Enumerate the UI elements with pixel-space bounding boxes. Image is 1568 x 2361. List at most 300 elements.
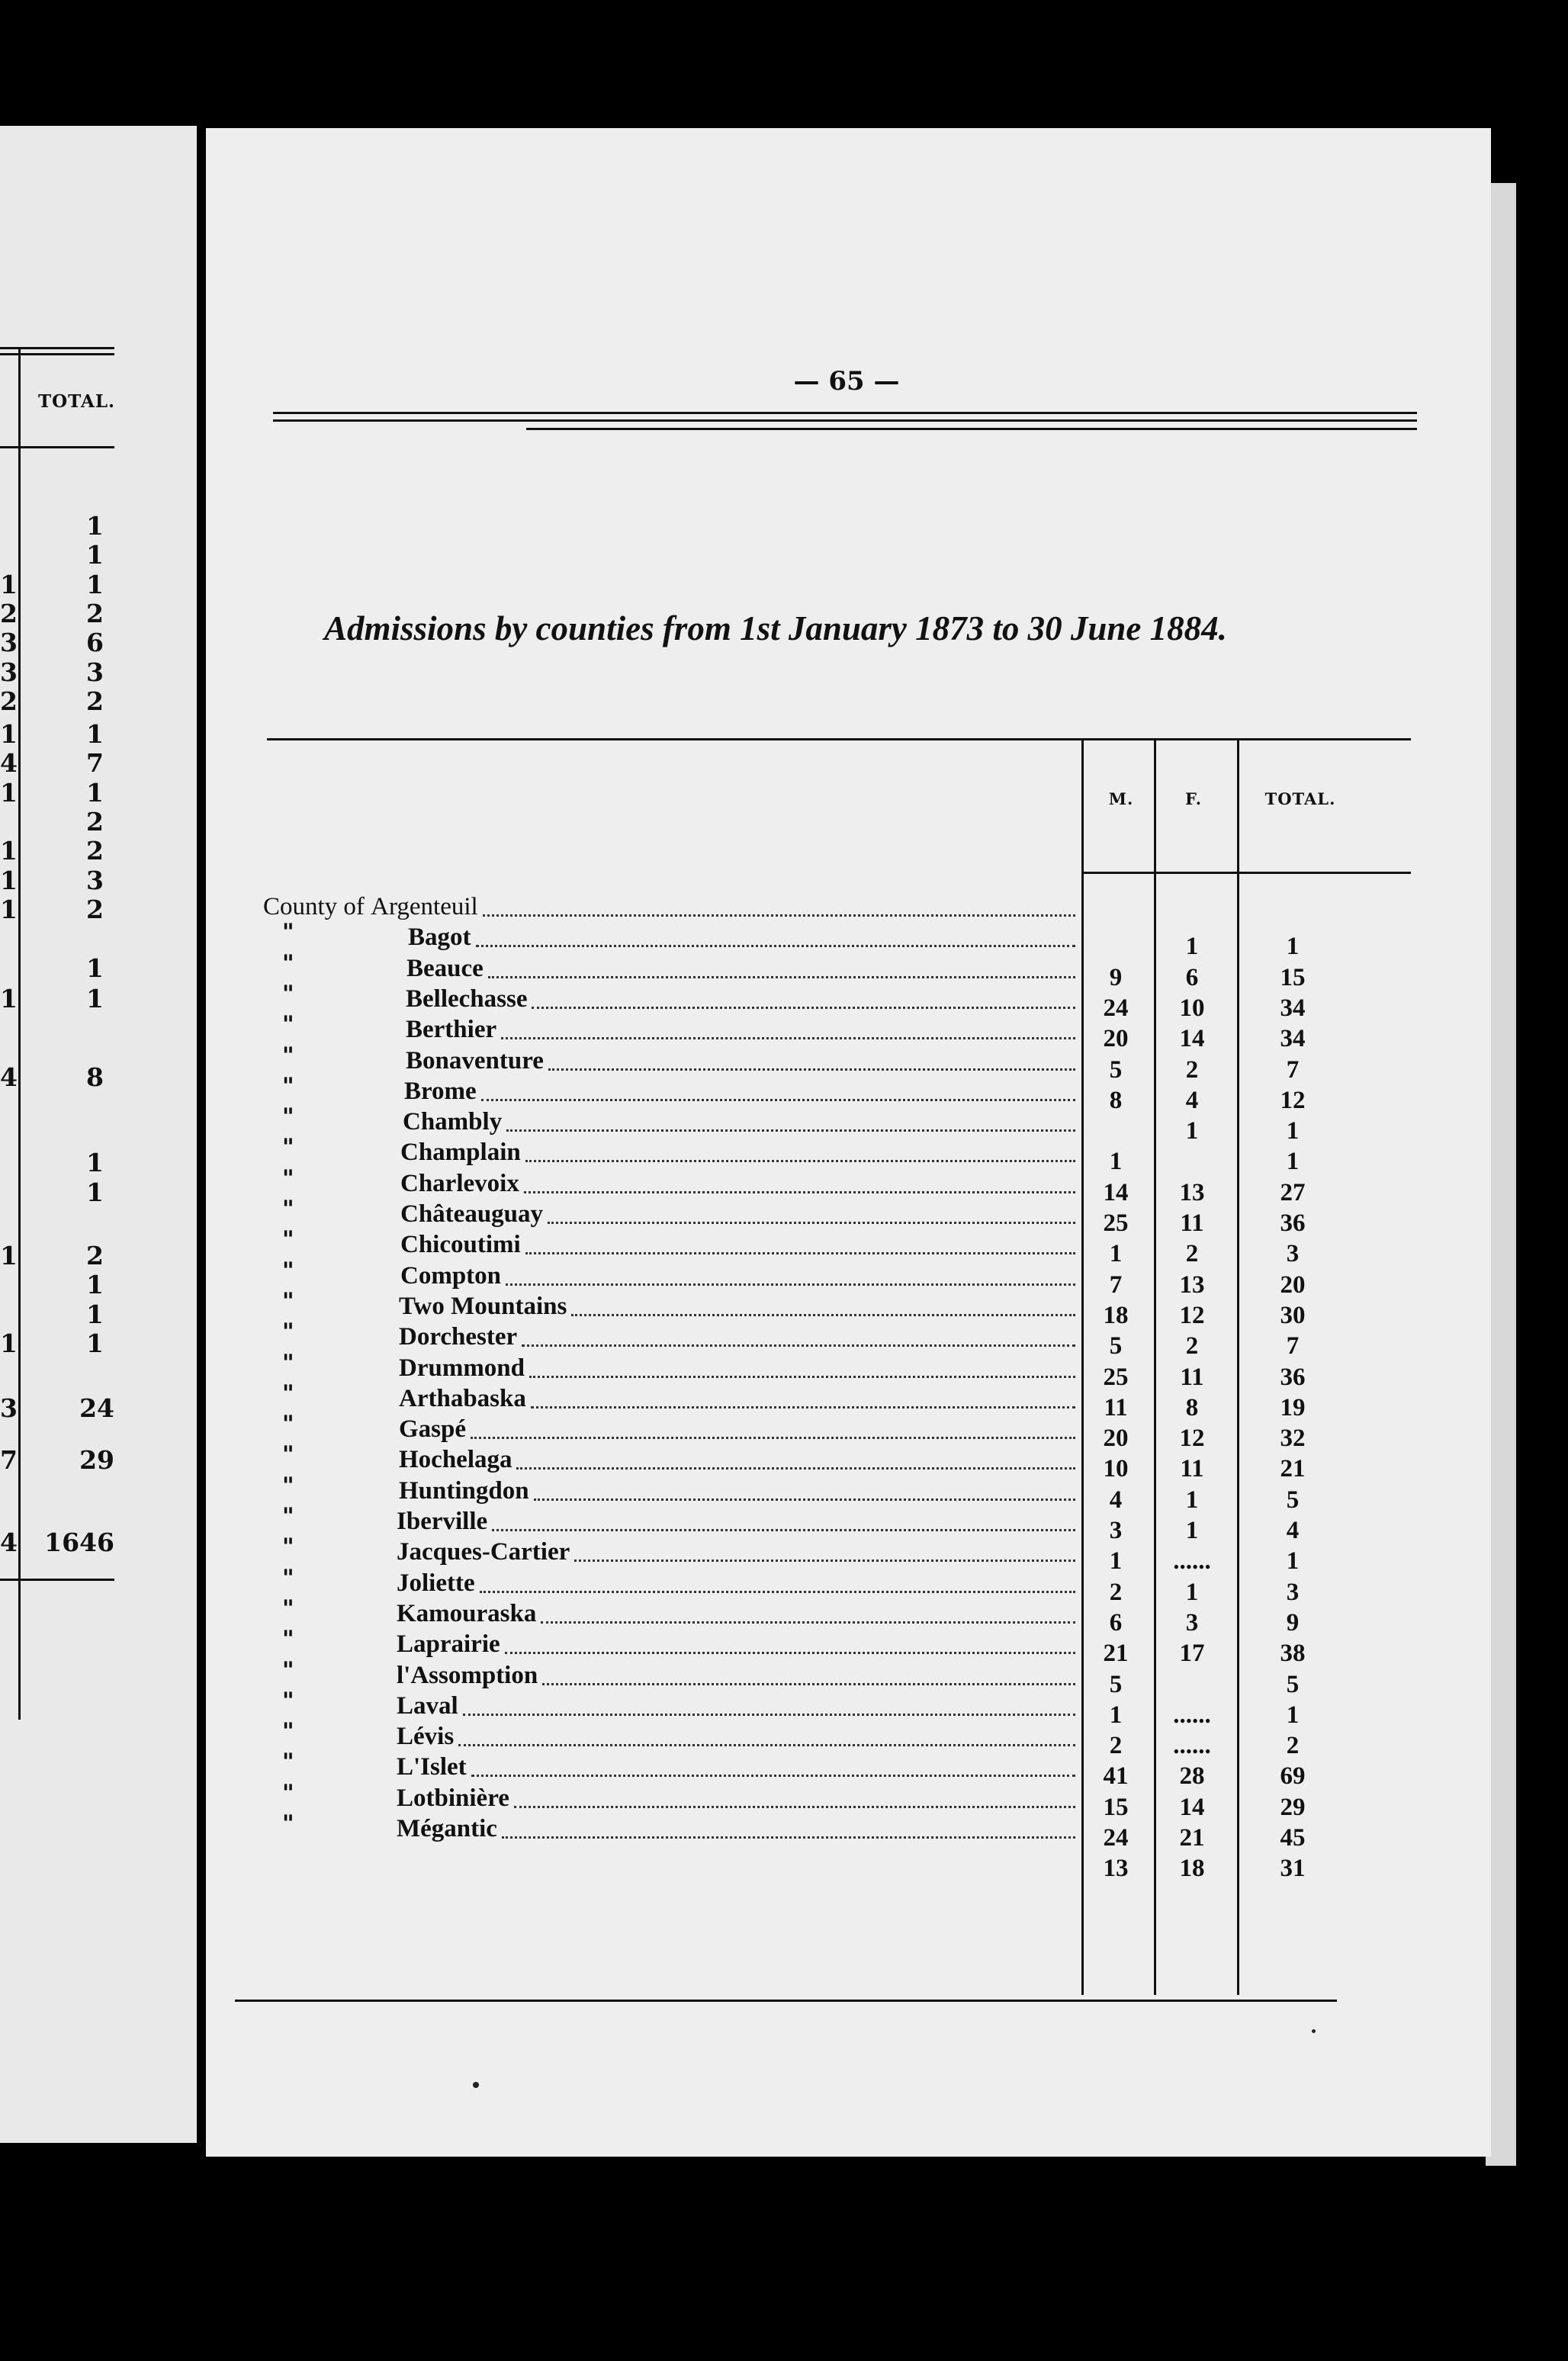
value-m: 4 (1109, 1486, 1123, 1514)
county-name (406, 1047, 544, 1075)
dot-leader (525, 1160, 1075, 1162)
left-m: 3 (0, 628, 18, 657)
dot-leader (488, 976, 1075, 978)
value-f: 1 (1185, 1579, 1199, 1606)
county-name (397, 1600, 536, 1628)
left-total: 6 (86, 628, 104, 657)
value-total: 31 (1280, 1855, 1306, 1882)
dot-leader (548, 1222, 1075, 1224)
table-row (206, 1688, 1491, 1729)
dot-leader (516, 1467, 1075, 1470)
table-row (206, 1380, 1491, 1421)
value-total: 1 (1286, 1148, 1300, 1175)
county-label: Arthabaska (399, 1385, 526, 1412)
ditto-mark: " (282, 950, 294, 977)
dot-leader (522, 1344, 1075, 1347)
county-name (397, 1723, 454, 1751)
left-total: 2 (86, 599, 104, 628)
value-total: 19 (1280, 1394, 1306, 1421)
header-rule-mid (273, 419, 1417, 422)
ditto-mark: " (282, 1042, 294, 1069)
value-m: 15 (1103, 1794, 1129, 1821)
value-total: 4 (1286, 1517, 1300, 1544)
table-top-rule (267, 738, 1411, 740)
left-m: 1 (0, 866, 18, 895)
column-head-rule (1083, 872, 1411, 874)
table-row (206, 950, 1491, 991)
left-total: 1 (86, 1177, 104, 1207)
table-row (206, 1011, 1491, 1052)
dot-leader (481, 1099, 1075, 1101)
county-label: Berthier (406, 1016, 497, 1043)
ditto-mark: " (282, 1103, 294, 1130)
left-m: 1 (0, 1328, 18, 1358)
county-name (400, 1231, 521, 1259)
ditto-mark: " (282, 1258, 294, 1284)
left-total: 1 (86, 719, 104, 749)
dot-leader (574, 1560, 1075, 1562)
left-m: 3 (0, 1393, 18, 1423)
left-row (0, 540, 114, 570)
dot-leader (531, 1406, 1075, 1409)
dot-leader (541, 1621, 1075, 1624)
value-f: 14 (1179, 1794, 1205, 1821)
left-row (0, 599, 114, 629)
value-m: 10 (1103, 1455, 1129, 1482)
dot-leader (506, 1129, 1075, 1132)
county-name (397, 1692, 458, 1720)
ditto-mark: " (282, 1810, 294, 1837)
county-label: Chambly (403, 1108, 503, 1136)
dot-leader (514, 1806, 1075, 1808)
table-row (206, 893, 1491, 924)
value-f: 2 (1185, 1240, 1199, 1267)
county-name (397, 1569, 475, 1598)
value-total: 45 (1280, 1824, 1306, 1852)
header-rule-bottom (526, 428, 1417, 430)
value-total: 30 (1280, 1302, 1306, 1329)
value-m: 25 (1103, 1364, 1129, 1391)
left-m: 4 (0, 1062, 18, 1092)
table-row (206, 1196, 1491, 1237)
page-number: — 65 — (793, 366, 900, 397)
county-label: L'Islet (397, 1753, 467, 1781)
left-row (0, 1299, 114, 1330)
value-m: 11 (1104, 1394, 1128, 1421)
table-row (206, 1134, 1491, 1175)
ditto-mark: " (282, 1780, 294, 1807)
left-total: 1 (86, 984, 104, 1013)
left-row (0, 511, 114, 541)
value-m: 1 (1109, 1701, 1123, 1729)
county-label: Huntingdon (399, 1477, 529, 1505)
county-label: Laprairie (397, 1630, 500, 1658)
county-label: Bellechasse (406, 985, 528, 1013)
left-m: 1 (0, 778, 18, 808)
value-m: 13 (1103, 1855, 1129, 1882)
county-name (263, 893, 478, 921)
left-row (0, 657, 114, 688)
left-row (0, 748, 114, 779)
ditto-mark: " (282, 1011, 294, 1038)
left-total: 1 (86, 511, 104, 541)
county-label: Charlevoix (400, 1170, 519, 1197)
value-f: 2 (1185, 1332, 1199, 1360)
table-row (206, 1441, 1491, 1482)
left-m: 1 (0, 836, 18, 866)
ditto-mark: " (282, 1657, 294, 1684)
table-row (206, 1718, 1491, 1759)
county-label: Bonaventure (406, 1047, 544, 1074)
county-label: Kamouraska (397, 1600, 537, 1627)
left-row (0, 570, 114, 600)
value-f: 11 (1180, 1209, 1204, 1237)
county-label: Joliette (397, 1569, 475, 1597)
left-m: 3 (0, 657, 18, 687)
left-total: 3 (86, 657, 104, 687)
value-f: 11 (1180, 1455, 1204, 1482)
left-total: 2 (86, 836, 104, 866)
table-row (206, 1780, 1491, 1821)
left-row (0, 719, 114, 750)
value-f: 17 (1179, 1640, 1205, 1667)
ditto-mark: " (282, 1688, 294, 1714)
value-m: 3 (1109, 1517, 1123, 1544)
dot-leader (483, 914, 1075, 917)
value-f: 14 (1179, 1025, 1205, 1052)
value-total: 15 (1280, 964, 1306, 991)
value-f: 12 (1179, 1425, 1205, 1452)
left-row (0, 1148, 114, 1178)
table-row (206, 1595, 1491, 1637)
value-f: 12 (1179, 1302, 1205, 1329)
left-m: 1 (0, 570, 18, 599)
left-m: 1 (0, 719, 18, 749)
ditto-mark: " (282, 1134, 294, 1161)
column-header-total: TOTAL. (1264, 789, 1336, 808)
value-f: ...... (1173, 1701, 1211, 1729)
left-row (0, 836, 114, 866)
county-name (408, 924, 471, 952)
left-total: 1 (86, 570, 104, 599)
dot-leader (534, 1499, 1075, 1501)
value-m: 20 (1103, 1025, 1129, 1052)
value-total: 3 (1286, 1240, 1300, 1267)
dot-leader (548, 1068, 1075, 1071)
dot-leader (502, 1836, 1075, 1839)
value-f: 1 (1185, 1517, 1199, 1544)
value-m: 1 (1109, 1240, 1123, 1267)
left-total: 2 (86, 686, 104, 716)
left-total-header: TOTAL. (38, 391, 116, 412)
value-m: 25 (1103, 1209, 1129, 1237)
ditto-mark: " (282, 1196, 294, 1222)
ditto-mark: " (282, 1626, 294, 1653)
value-m: 5 (1109, 1332, 1123, 1360)
ditto-mark: " (282, 1595, 294, 1622)
value-m: 2 (1109, 1579, 1123, 1606)
county-label: Dorchester (399, 1323, 518, 1351)
value-m: 2 (1109, 1732, 1123, 1759)
ditto-mark: " (282, 1749, 294, 1775)
county-name (399, 1293, 567, 1321)
left-m: 1 (0, 984, 18, 1013)
dot-leader (542, 1683, 1075, 1685)
column-header-f: F. (1184, 789, 1203, 808)
value-m: 24 (1103, 994, 1129, 1022)
table-row (206, 1073, 1491, 1114)
value-m: 1 (1109, 1148, 1123, 1175)
county-name (397, 1662, 538, 1690)
value-m: 18 (1103, 1302, 1129, 1329)
left-row (0, 778, 114, 808)
left-row (0, 1270, 114, 1300)
dot-leader (529, 1376, 1075, 1378)
value-f: 21 (1179, 1824, 1205, 1852)
county-name (406, 985, 527, 1013)
table-row (206, 1534, 1491, 1575)
table-row (206, 1845, 1491, 1882)
value-f: ...... (1173, 1547, 1211, 1575)
left-m: 2 (0, 599, 18, 628)
left-row (0, 686, 114, 717)
county-label: Laval (397, 1692, 458, 1720)
header-rule-top (273, 412, 1417, 414)
left-top-rule (0, 347, 114, 349)
county-label: Mégantic (397, 1815, 497, 1842)
value-m: 41 (1103, 1762, 1129, 1790)
value-f: 1 (1185, 933, 1199, 960)
table-row (206, 1473, 1491, 1514)
value-m: 1 (1109, 1547, 1123, 1575)
value-m: 21 (1103, 1640, 1129, 1667)
left-total: 3 (86, 866, 104, 895)
ditto-mark: " (282, 1073, 294, 1100)
value-m: 6 (1109, 1609, 1123, 1637)
county-label: Gaspé (399, 1415, 467, 1443)
table-row (206, 1319, 1491, 1360)
left-total: 8 (86, 1062, 104, 1092)
value-total: 32 (1280, 1425, 1306, 1452)
county-name (400, 1200, 543, 1229)
value-total: 9 (1286, 1609, 1300, 1637)
ditto-mark: " (282, 1380, 294, 1407)
value-total: 36 (1280, 1364, 1306, 1391)
value-m: 24 (1103, 1824, 1129, 1852)
left-bottom-rule (0, 1579, 114, 1581)
county-name (406, 1016, 496, 1044)
table-row (206, 1626, 1491, 1667)
county-label: Champlain (400, 1139, 521, 1166)
ditto-mark: " (282, 1565, 294, 1592)
county-name (400, 1139, 521, 1167)
dot-leader (492, 1529, 1075, 1531)
value-total: 27 (1280, 1179, 1306, 1206)
value-total: 69 (1280, 1762, 1306, 1790)
ink-speck (1312, 2029, 1316, 2033)
ditto-mark: " (282, 1226, 294, 1253)
value-f: 4 (1185, 1087, 1199, 1114)
left-row (0, 807, 114, 837)
dot-leader (463, 1714, 1075, 1716)
county-name (400, 1262, 501, 1290)
county-name (399, 1354, 525, 1383)
value-total: 29 (1280, 1794, 1306, 1821)
left-top-rule-2 (0, 353, 114, 355)
county-label: Chicoutimi (400, 1231, 521, 1258)
value-f: 18 (1179, 1855, 1205, 1882)
left-m: 4 (0, 748, 18, 778)
left-total: 29 (79, 1445, 114, 1475)
table-row (206, 981, 1491, 1022)
county-label: Châteauguay (400, 1200, 544, 1228)
value-total: 20 (1280, 1271, 1306, 1299)
left-row (0, 953, 114, 984)
left-total: 1 (86, 1148, 104, 1177)
value-total: 7 (1286, 1056, 1300, 1084)
value-f: ...... (1173, 1732, 1211, 1759)
county-name (400, 1170, 519, 1198)
left-row (0, 895, 114, 925)
left-m: 1 (0, 1241, 18, 1270)
left-total: 2 (86, 807, 104, 837)
dot-leader (506, 1283, 1075, 1286)
value-f: 2 (1185, 1056, 1199, 1084)
value-total: 7 (1286, 1332, 1300, 1360)
county-name (397, 1538, 570, 1566)
value-f: 11 (1180, 1364, 1204, 1391)
county-name (406, 955, 484, 983)
left-row (0, 1177, 114, 1208)
ditto-mark: " (282, 1165, 294, 1192)
dot-leader (471, 1775, 1075, 1777)
value-total: 3 (1286, 1579, 1300, 1606)
county-name (399, 1477, 529, 1505)
value-m: 8 (1109, 1087, 1123, 1114)
value-total: 5 (1286, 1486, 1300, 1514)
table-row (206, 1749, 1491, 1790)
value-total: 2 (1286, 1732, 1300, 1759)
table-bottom-rule (235, 2000, 1337, 2002)
county-label: Bagot (408, 924, 471, 951)
left-row (0, 1328, 114, 1359)
county-prefix: County of (263, 893, 365, 920)
dot-leader (524, 1191, 1075, 1193)
left-m: 4 (0, 1527, 18, 1557)
county-label: Brome (404, 1078, 477, 1105)
left-total: 24 (79, 1393, 114, 1423)
value-m: 5 (1109, 1671, 1123, 1698)
county-label: Drummond (399, 1354, 525, 1382)
county-name (397, 1630, 500, 1659)
ditto-mark: " (282, 1441, 294, 1468)
ditto-mark: " (282, 1288, 294, 1315)
value-total: 34 (1280, 994, 1306, 1022)
table-row (206, 1165, 1491, 1206)
ditto-mark: " (282, 1319, 294, 1345)
left-row (0, 1393, 114, 1424)
ditto-mark: " (282, 1718, 294, 1745)
county-label: l'Assomption (397, 1662, 538, 1689)
dot-leader (571, 1314, 1075, 1316)
left-total: 7 (86, 748, 104, 778)
left-row (0, 866, 114, 896)
county-name (403, 1108, 502, 1136)
county-label: Beauce (406, 955, 484, 982)
value-m: 7 (1109, 1271, 1123, 1299)
table-row (206, 1042, 1491, 1084)
value-total: 38 (1280, 1640, 1306, 1667)
left-total: 1646 (44, 1527, 114, 1557)
table-title: Admissions by counties from 1st January 1873 to 30 June 1884. (324, 609, 1227, 647)
table-row (206, 1288, 1491, 1329)
table-row (206, 1810, 1491, 1852)
dot-leader (471, 1437, 1075, 1439)
left-total: 1 (86, 1270, 104, 1299)
previous-page-fragment (0, 126, 197, 2143)
value-total: 34 (1280, 1025, 1306, 1052)
ditto-mark: " (282, 1503, 294, 1530)
dot-leader (458, 1744, 1075, 1746)
table-row (206, 1503, 1491, 1544)
county-label: Argenteuil (371, 893, 478, 920)
left-total: 1 (86, 1299, 104, 1329)
table-row (206, 1103, 1491, 1145)
dot-leader (532, 1007, 1075, 1009)
county-name (399, 1385, 526, 1413)
dot-leader (480, 1591, 1075, 1593)
table-row (206, 1657, 1491, 1698)
column-header-m: M. (1108, 789, 1134, 808)
county-name (397, 1815, 497, 1843)
value-total: 36 (1280, 1209, 1306, 1237)
value-total: 1 (1286, 1117, 1300, 1145)
value-m: 20 (1103, 1425, 1129, 1452)
left-row (0, 1445, 114, 1476)
left-row (0, 1062, 114, 1093)
county-name (397, 1753, 467, 1781)
table-row (206, 1350, 1491, 1391)
left-total: 1 (86, 778, 104, 808)
value-f: 3 (1185, 1609, 1199, 1637)
table-row (206, 1565, 1491, 1606)
ditto-mark: " (282, 981, 294, 1007)
county-label: Iberville (397, 1508, 488, 1535)
county-label: Lévis (397, 1723, 455, 1750)
left-row (0, 1241, 114, 1271)
ditto-mark: " (282, 1473, 294, 1499)
value-f: 28 (1179, 1762, 1205, 1790)
left-row (0, 984, 114, 1014)
county-label: Jacques-Cartier (397, 1538, 570, 1566)
ditto-mark: " (282, 1534, 294, 1560)
document-page (206, 128, 1491, 2157)
left-total: 1 (86, 953, 104, 983)
left-m: 2 (0, 686, 18, 716)
county-name (397, 1508, 487, 1536)
county-name (399, 1323, 517, 1351)
value-m: 9 (1109, 964, 1123, 991)
value-f: 13 (1179, 1271, 1205, 1299)
county-name (397, 1784, 509, 1813)
dot-leader (505, 1652, 1075, 1654)
value-f: 1 (1185, 1117, 1199, 1145)
ditto-mark: " (282, 919, 294, 946)
value-f: 8 (1185, 1394, 1199, 1421)
left-total: 1 (86, 1328, 104, 1358)
value-total: 1 (1286, 933, 1300, 960)
value-m: 5 (1109, 1056, 1123, 1084)
